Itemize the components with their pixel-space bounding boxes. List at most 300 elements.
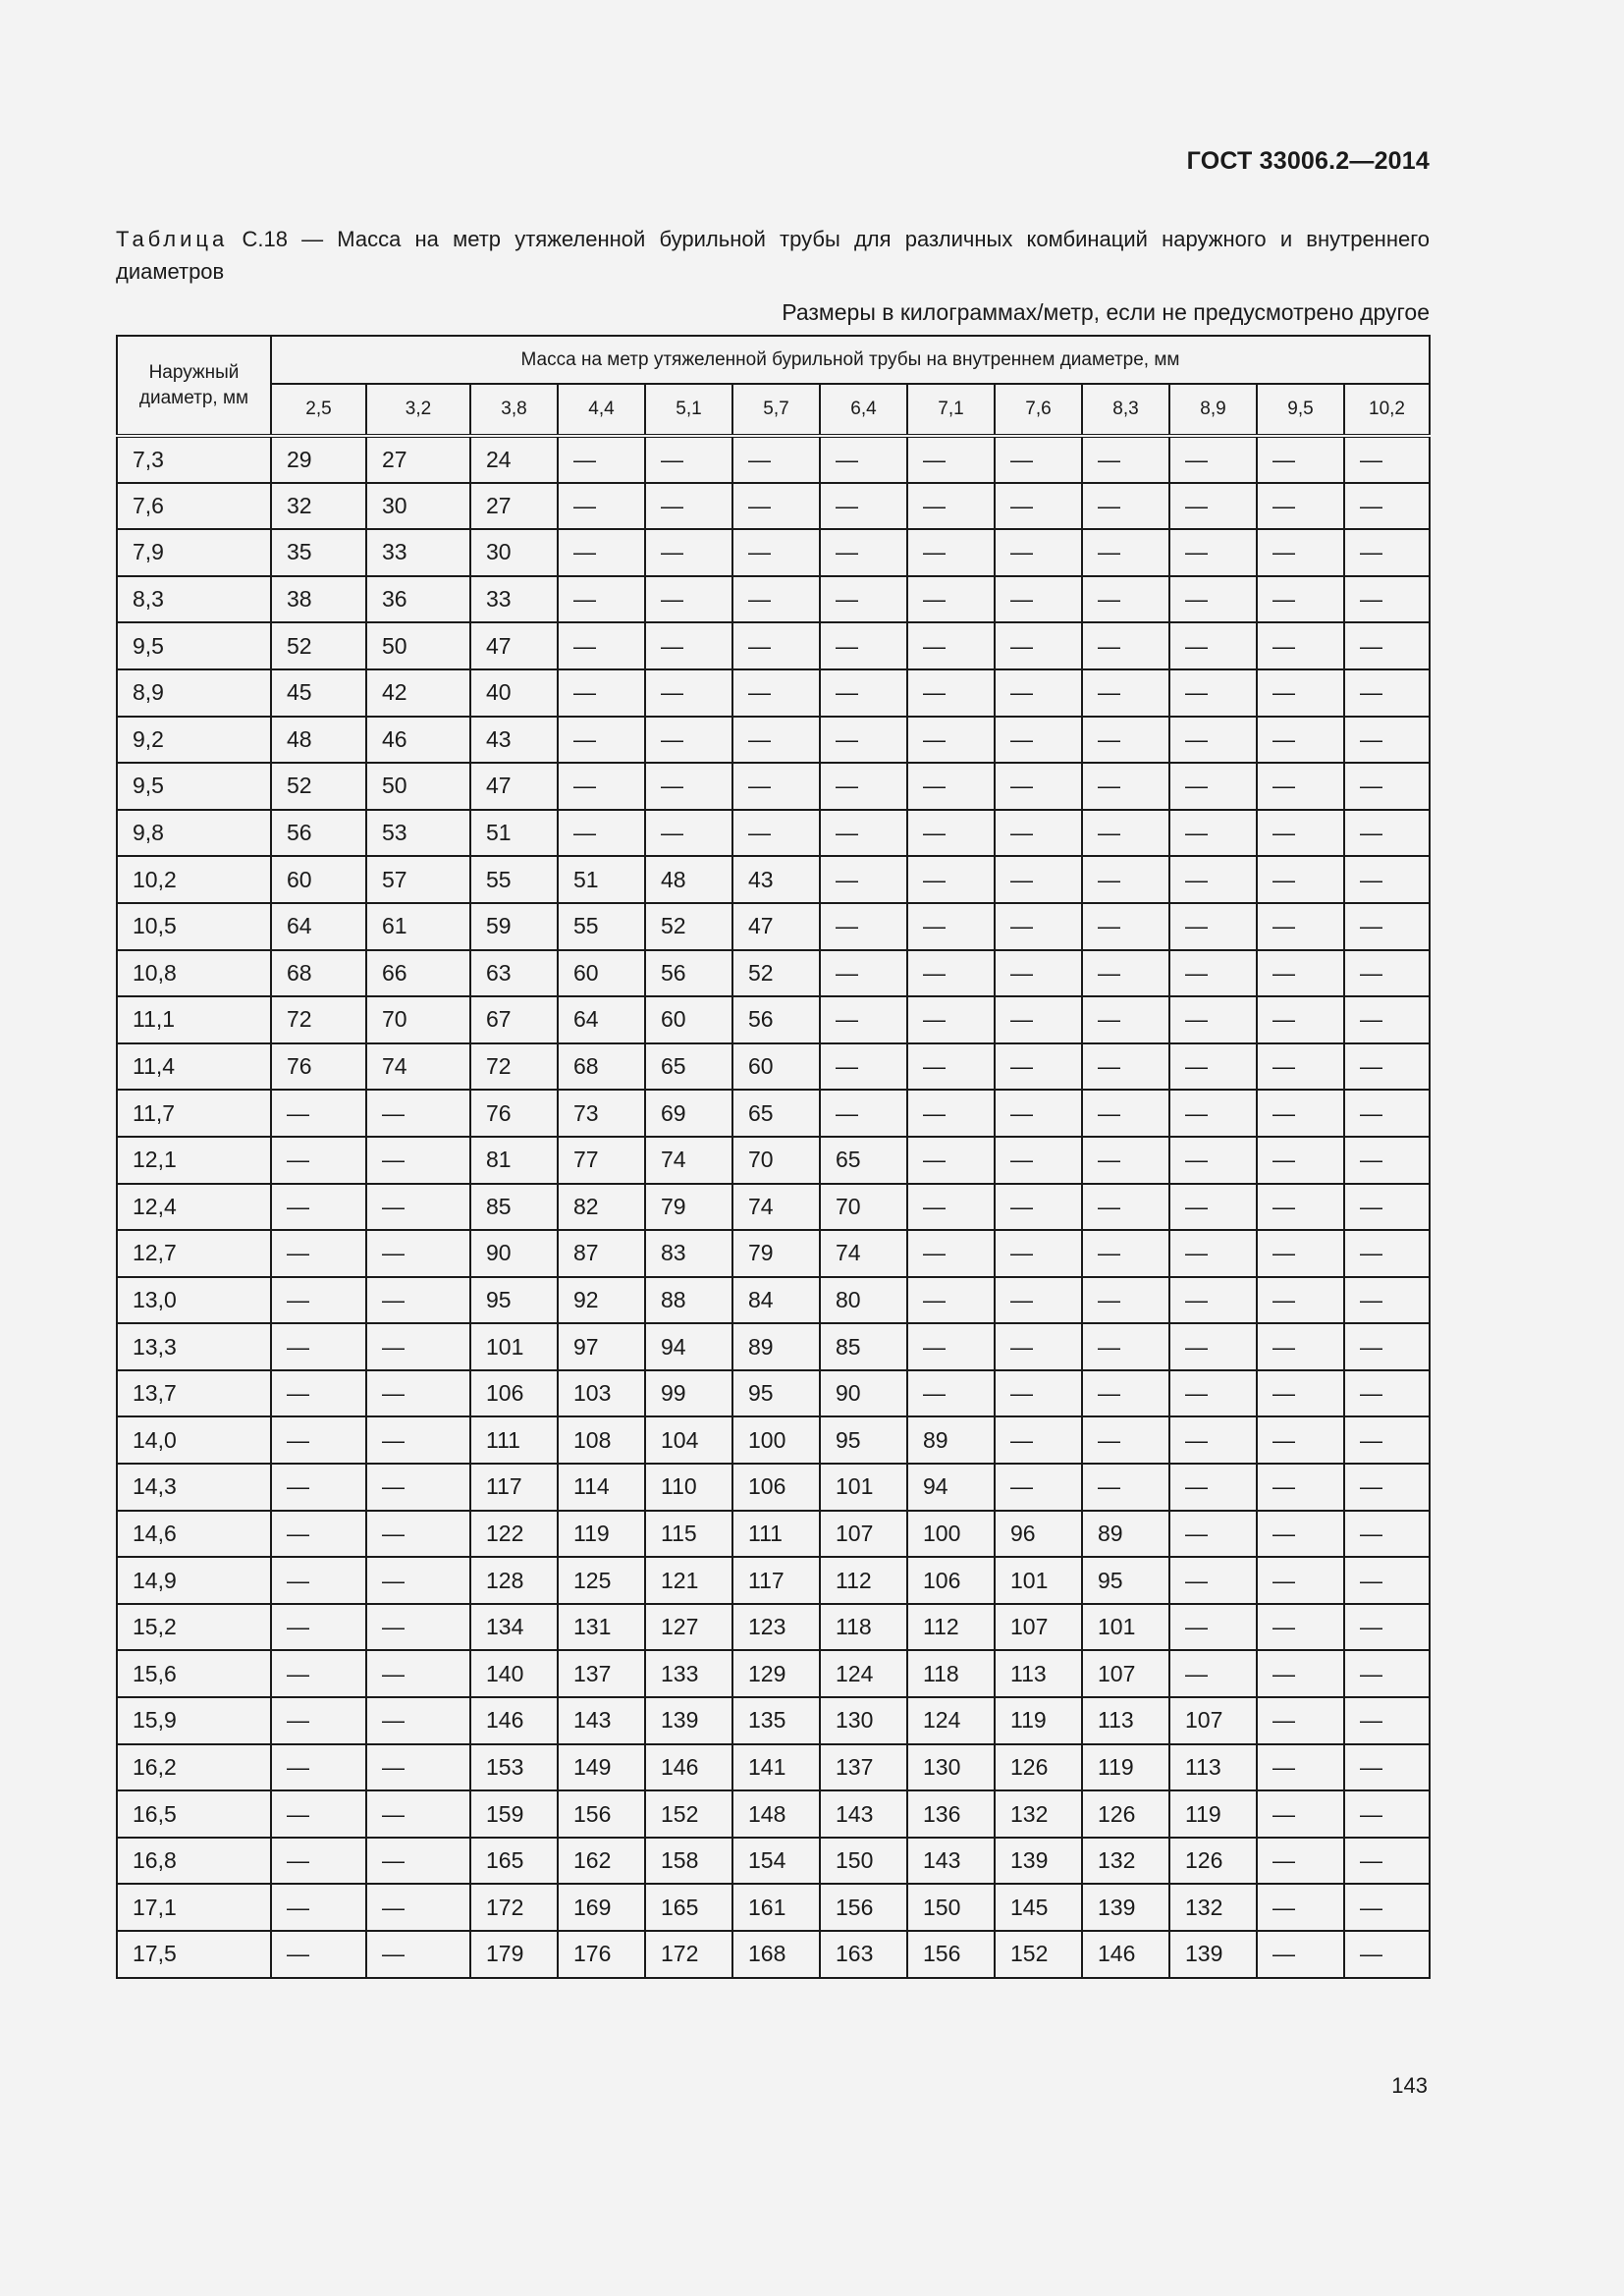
mass-cell: 113	[1082, 1697, 1169, 1744]
mass-cell: 124	[820, 1650, 907, 1697]
mass-cell: —	[1257, 903, 1344, 950]
mass-cell: 83	[645, 1230, 732, 1277]
mass-cell: —	[1082, 856, 1169, 903]
mass-cell: —	[1169, 903, 1257, 950]
outer-diameter-cell: 8,9	[117, 669, 271, 717]
mass-cell: 51	[470, 810, 558, 857]
mass-cell: —	[732, 622, 820, 669]
mass-cell: —	[366, 1511, 470, 1558]
mass-cell: 56	[271, 810, 366, 857]
mass-cell: —	[271, 1838, 366, 1885]
outer-diameter-cell: 15,9	[117, 1697, 271, 1744]
mass-cell: —	[907, 1090, 995, 1137]
document-code: ГОСТ 33006.2—2014	[1186, 147, 1430, 175]
mass-cell: 52	[732, 950, 820, 997]
mass-cell: 154	[732, 1838, 820, 1885]
outer-diameter-cell: 15,6	[117, 1650, 271, 1697]
inner-diameter-header: 10,2	[1344, 384, 1430, 436]
mass-cell: —	[558, 576, 645, 623]
outer-diameter-cell: 10,5	[117, 903, 271, 950]
mass-cell: 88	[645, 1277, 732, 1324]
mass-cell: 106	[470, 1370, 558, 1417]
mass-cell: 94	[907, 1464, 995, 1511]
mass-cell: 132	[1169, 1884, 1257, 1931]
outer-diameter-cell: 7,9	[117, 529, 271, 576]
mass-cell: —	[645, 810, 732, 857]
mass-cell: —	[1344, 483, 1430, 530]
mass-cell: —	[1169, 996, 1257, 1043]
mass-cell: —	[1257, 1884, 1344, 1931]
outer-diameter-cell: 14,9	[117, 1557, 271, 1604]
mass-cell: —	[1082, 436, 1169, 483]
outer-diameter-cell: 15,2	[117, 1604, 271, 1651]
mass-cell: —	[1169, 1043, 1257, 1091]
mass-cell: —	[732, 576, 820, 623]
mass-cell: —	[366, 1884, 470, 1931]
mass-cell: —	[1082, 1090, 1169, 1137]
mass-cell: —	[271, 1744, 366, 1791]
mass-cell: 179	[470, 1931, 558, 1978]
mass-cell: 107	[995, 1604, 1082, 1651]
mass-cell: —	[558, 622, 645, 669]
mass-cell: —	[1344, 1323, 1430, 1370]
mass-cell: —	[1344, 1790, 1430, 1838]
mass-cell: 165	[645, 1884, 732, 1931]
mass-cell: —	[995, 856, 1082, 903]
mass-cell: 68	[271, 950, 366, 997]
mass-cell: 161	[732, 1884, 820, 1931]
mass-cell: —	[1344, 576, 1430, 623]
mass-cell: 153	[470, 1744, 558, 1791]
outer-diameter-header: Наружный диаметр, мм	[117, 336, 271, 436]
table-caption-text: С.18 — Масса на метр утяжеленной бурильной трубы для различных комбинаций наружного и внутреннего диаметров	[116, 227, 1430, 284]
mass-cell: —	[995, 622, 1082, 669]
mass-cell: —	[732, 810, 820, 857]
table-caption-label: Таблица	[116, 227, 229, 251]
table-row	[117, 810, 1430, 857]
mass-cell: 118	[820, 1604, 907, 1651]
table-row	[117, 529, 1430, 576]
mass-cell: —	[820, 717, 907, 764]
outer-diameter-cell: 16,8	[117, 1838, 271, 1885]
mass-cell: 90	[820, 1370, 907, 1417]
mass-cell: —	[995, 1323, 1082, 1370]
table-row	[117, 1230, 1430, 1277]
mass-cell: 143	[907, 1838, 995, 1885]
mass-cell: 85	[470, 1184, 558, 1231]
mass-cell: 119	[558, 1511, 645, 1558]
outer-diameter-cell: 9,8	[117, 810, 271, 857]
mass-cell: —	[1169, 950, 1257, 997]
mass-cell: —	[820, 950, 907, 997]
mass-cell: —	[1257, 1277, 1344, 1324]
mass-cell: 79	[732, 1230, 820, 1277]
mass-cell: 119	[1169, 1790, 1257, 1838]
mass-cell: 119	[995, 1697, 1082, 1744]
mass-cell: 66	[366, 950, 470, 997]
mass-cell: 68	[558, 1043, 645, 1091]
mass-cell: 118	[907, 1650, 995, 1697]
mass-cell: —	[1169, 576, 1257, 623]
mass-cell: 30	[470, 529, 558, 576]
inner-diameter-header: 8,9	[1169, 384, 1257, 436]
mass-cell: —	[366, 1323, 470, 1370]
table-row	[117, 1697, 1430, 1744]
mass-cell: —	[820, 483, 907, 530]
mass-cell: —	[1082, 763, 1169, 810]
mass-cell: —	[1169, 1137, 1257, 1184]
mass-cell: 84	[732, 1277, 820, 1324]
mass-cell: —	[1257, 1370, 1344, 1417]
mass-cell: 80	[820, 1277, 907, 1324]
mass-cell: 132	[1082, 1838, 1169, 1885]
table-row	[117, 717, 1430, 764]
outer-diameter-cell: 9,5	[117, 763, 271, 810]
mass-cell: —	[1169, 436, 1257, 483]
mass-cell: —	[1257, 1511, 1344, 1558]
mass-cell: 139	[645, 1697, 732, 1744]
mass-cell: 121	[645, 1557, 732, 1604]
mass-cell: 33	[470, 576, 558, 623]
mass-cell: —	[1082, 1043, 1169, 1091]
mass-cell: 36	[366, 576, 470, 623]
mass-cell: 125	[558, 1557, 645, 1604]
inner-diameter-header: 7,6	[995, 384, 1082, 436]
outer-diameter-cell: 13,3	[117, 1323, 271, 1370]
mass-cell: —	[1344, 763, 1430, 810]
inner-diameter-header: 5,7	[732, 384, 820, 436]
outer-diameter-cell: 9,2	[117, 717, 271, 764]
table-row	[117, 483, 1430, 530]
mass-cell: 143	[558, 1697, 645, 1744]
mass-cell: 60	[558, 950, 645, 997]
mass-cell: —	[271, 1884, 366, 1931]
mass-cell: 79	[645, 1184, 732, 1231]
table-row	[117, 950, 1430, 997]
mass-cell: 94	[645, 1323, 732, 1370]
mass-cell: 47	[470, 763, 558, 810]
mass-cell: —	[1344, 1838, 1430, 1885]
table-row	[117, 1090, 1430, 1137]
mass-cell: —	[995, 1277, 1082, 1324]
mass-cell: —	[1344, 1090, 1430, 1137]
mass-cell: —	[366, 1277, 470, 1324]
mass-cell: —	[732, 669, 820, 717]
mass-cell: 156	[820, 1884, 907, 1931]
mass-cell: —	[366, 1090, 470, 1137]
mass-cell: 100	[732, 1416, 820, 1464]
outer-diameter-cell: 7,6	[117, 483, 271, 530]
table-row	[117, 1604, 1430, 1651]
mass-cell: 48	[271, 717, 366, 764]
mass-cell: —	[907, 763, 995, 810]
table-row	[117, 1043, 1430, 1091]
mass-cell: 55	[558, 903, 645, 950]
mass-cell: —	[366, 1838, 470, 1885]
mass-cell: 172	[470, 1884, 558, 1931]
mass-cell: 131	[558, 1604, 645, 1651]
mass-cell: 162	[558, 1838, 645, 1885]
mass-cell: —	[271, 1557, 366, 1604]
mass-cell: —	[1082, 622, 1169, 669]
outer-diameter-cell: 12,4	[117, 1184, 271, 1231]
mass-cell: —	[1344, 1604, 1430, 1651]
mass-cell: —	[366, 1697, 470, 1744]
mass-cell: —	[995, 1464, 1082, 1511]
mass-cell: 64	[271, 903, 366, 950]
mass-cell: 38	[271, 576, 366, 623]
mass-cell: —	[366, 1416, 470, 1464]
mass-cell: —	[1257, 483, 1344, 530]
mass-cell: 114	[558, 1464, 645, 1511]
mass-cell: 130	[820, 1697, 907, 1744]
mass-cell: 128	[470, 1557, 558, 1604]
mass-cell: —	[995, 1230, 1082, 1277]
mass-cell: —	[820, 436, 907, 483]
mass-cell: —	[995, 669, 1082, 717]
mass-cell: 45	[271, 669, 366, 717]
mass-cell: 152	[995, 1931, 1082, 1978]
inner-diameter-header-row	[117, 384, 1430, 436]
mass-cell: —	[732, 717, 820, 764]
mass-cell: —	[995, 1370, 1082, 1417]
outer-diameter-cell: 11,4	[117, 1043, 271, 1091]
mass-cell: 70	[732, 1137, 820, 1184]
mass-cell: 103	[558, 1370, 645, 1417]
mass-cell: 113	[1169, 1744, 1257, 1791]
mass-cell: —	[1344, 1230, 1430, 1277]
mass-cell: —	[1344, 1416, 1430, 1464]
mass-cell: —	[1344, 996, 1430, 1043]
mass-cell: —	[1344, 1043, 1430, 1091]
mass-cell: —	[366, 1650, 470, 1697]
mass-cell: 56	[732, 996, 820, 1043]
mass-cell: 104	[645, 1416, 732, 1464]
mass-cell: —	[820, 622, 907, 669]
mass-cell: 150	[907, 1884, 995, 1931]
mass-cell: —	[366, 1604, 470, 1651]
table-row	[117, 763, 1430, 810]
mass-cell: 74	[645, 1137, 732, 1184]
mass-cell: —	[1344, 1511, 1430, 1558]
mass-cell: —	[1169, 810, 1257, 857]
mass-cell: —	[1257, 1184, 1344, 1231]
mass-cell: —	[366, 1464, 470, 1511]
mass-cell: —	[820, 529, 907, 576]
mass-cell: —	[558, 810, 645, 857]
mass-cell: —	[1257, 1043, 1344, 1091]
mass-cell: —	[1169, 1511, 1257, 1558]
mass-cell: 47	[732, 903, 820, 950]
mass-cell: —	[1257, 950, 1344, 997]
mass-cell: —	[1082, 669, 1169, 717]
mass-cell: —	[995, 903, 1082, 950]
mass-cell: 92	[558, 1277, 645, 1324]
outer-diameter-cell: 11,1	[117, 996, 271, 1043]
mass-cell: 132	[995, 1790, 1082, 1838]
mass-cell: —	[820, 996, 907, 1043]
mass-cell: —	[1082, 810, 1169, 857]
mass-cell: 119	[1082, 1744, 1169, 1791]
mass-table	[116, 335, 1431, 1979]
mass-cell: —	[907, 669, 995, 717]
mass-cell: 152	[645, 1790, 732, 1838]
mass-cell: —	[1257, 436, 1344, 483]
mass-cell: —	[1169, 1604, 1257, 1651]
mass-cell: 87	[558, 1230, 645, 1277]
mass-cell: —	[995, 436, 1082, 483]
mass-cell: —	[820, 763, 907, 810]
mass-cell: —	[820, 903, 907, 950]
mass-cell: —	[558, 436, 645, 483]
mass-cell: 123	[732, 1604, 820, 1651]
mass-cell: —	[1344, 856, 1430, 903]
mass-cell: —	[1344, 529, 1430, 576]
mass-cell: 63	[470, 950, 558, 997]
mass-cell: —	[271, 1277, 366, 1324]
mass-cell: —	[995, 529, 1082, 576]
mass-cell: 96	[995, 1511, 1082, 1558]
mass-cell: —	[271, 1650, 366, 1697]
mass-cell: —	[1344, 810, 1430, 857]
mass-cell: 74	[366, 1043, 470, 1091]
mass-group-header: Масса на метр утяжеленной бурильной трубы на внутреннем диаметре, мм	[271, 336, 1430, 384]
mass-cell: —	[1344, 1277, 1430, 1324]
outer-diameter-cell: 14,0	[117, 1416, 271, 1464]
mass-cell: —	[1169, 669, 1257, 717]
mass-cell: —	[645, 436, 732, 483]
table-row	[117, 1557, 1430, 1604]
mass-cell: 158	[645, 1838, 732, 1885]
table-row	[117, 1511, 1430, 1558]
mass-cell: —	[820, 1090, 907, 1137]
table-row	[117, 996, 1430, 1043]
mass-cell: —	[1344, 717, 1430, 764]
mass-cell: —	[1257, 810, 1344, 857]
table-row	[117, 576, 1430, 623]
mass-cell: 122	[470, 1511, 558, 1558]
outer-diameter-cell: 16,5	[117, 1790, 271, 1838]
mass-cell: 145	[995, 1884, 1082, 1931]
outer-diameter-cell: 7,3	[117, 436, 271, 483]
mass-cell: 159	[470, 1790, 558, 1838]
mass-cell: —	[1169, 1184, 1257, 1231]
mass-cell: —	[732, 483, 820, 530]
mass-cell: 113	[995, 1650, 1082, 1697]
mass-cell: 111	[732, 1511, 820, 1558]
mass-cell: —	[820, 810, 907, 857]
mass-cell: 32	[271, 483, 366, 530]
mass-cell: 101	[995, 1557, 1082, 1604]
mass-cell: —	[1257, 1090, 1344, 1137]
mass-cell: 148	[732, 1790, 820, 1838]
mass-cell: 82	[558, 1184, 645, 1231]
mass-cell: 50	[366, 763, 470, 810]
mass-cell: —	[366, 1744, 470, 1791]
mass-cell: —	[645, 529, 732, 576]
outer-diameter-cell: 10,2	[117, 856, 271, 903]
mass-cell: —	[907, 1184, 995, 1231]
mass-cell: —	[271, 1697, 366, 1744]
table-row	[117, 1184, 1430, 1231]
mass-cell: 76	[470, 1090, 558, 1137]
mass-cell: —	[820, 856, 907, 903]
mass-cell: —	[907, 576, 995, 623]
mass-cell: —	[366, 1790, 470, 1838]
mass-cell: 27	[366, 436, 470, 483]
mass-cell: 74	[732, 1184, 820, 1231]
mass-cell: 110	[645, 1464, 732, 1511]
mass-cell: 65	[732, 1090, 820, 1137]
mass-cell: —	[907, 950, 995, 997]
mass-cell: 124	[907, 1697, 995, 1744]
mass-cell: 100	[907, 1511, 995, 1558]
mass-cell: 35	[271, 529, 366, 576]
mass-cell: —	[1169, 483, 1257, 530]
mass-cell: —	[907, 810, 995, 857]
mass-cell: —	[1082, 1230, 1169, 1277]
table-row	[117, 1790, 1430, 1838]
mass-cell: —	[1257, 1650, 1344, 1697]
units-note: Размеры в килограммах/метр, если не предусмотрено другое	[782, 299, 1430, 325]
mass-cell: —	[1344, 1931, 1430, 1978]
mass-cell: —	[907, 717, 995, 764]
mass-cell: 73	[558, 1090, 645, 1137]
mass-cell: —	[995, 810, 1082, 857]
mass-cell: —	[995, 763, 1082, 810]
mass-cell: —	[1257, 1323, 1344, 1370]
mass-cell: —	[1169, 1090, 1257, 1137]
mass-cell: —	[271, 1230, 366, 1277]
outer-diameter-cell: 11,7	[117, 1090, 271, 1137]
mass-cell: —	[271, 1931, 366, 1978]
mass-cell: —	[1257, 1557, 1344, 1604]
mass-cell: —	[907, 1370, 995, 1417]
inner-diameter-header: 6,4	[820, 384, 907, 436]
mass-cell: 143	[820, 1790, 907, 1838]
mass-cell: —	[1169, 1230, 1257, 1277]
mass-cell: —	[907, 1137, 995, 1184]
mass-cell: —	[271, 1090, 366, 1137]
mass-cell: 65	[645, 1043, 732, 1091]
mass-cell: 85	[820, 1323, 907, 1370]
mass-cell: —	[1082, 717, 1169, 764]
mass-cell: 107	[1082, 1650, 1169, 1697]
mass-cell: 90	[470, 1230, 558, 1277]
table-body	[117, 436, 1430, 1978]
mass-cell: 95	[470, 1277, 558, 1324]
mass-cell: —	[366, 1137, 470, 1184]
mass-cell: —	[1344, 1464, 1430, 1511]
outer-diameter-cell: 9,5	[117, 622, 271, 669]
mass-cell: —	[907, 996, 995, 1043]
mass-cell: —	[1082, 529, 1169, 576]
mass-cell: 134	[470, 1604, 558, 1651]
mass-cell: —	[1257, 717, 1344, 764]
mass-cell: 60	[271, 856, 366, 903]
table-row	[117, 1370, 1430, 1417]
mass-cell: 56	[645, 950, 732, 997]
mass-cell: —	[1344, 436, 1430, 483]
mass-cell: —	[1082, 576, 1169, 623]
mass-cell: —	[1082, 950, 1169, 997]
mass-cell: 106	[732, 1464, 820, 1511]
mass-cell: 76	[271, 1043, 366, 1091]
mass-cell: 107	[820, 1511, 907, 1558]
mass-cell: —	[1344, 1650, 1430, 1697]
mass-cell: 72	[271, 996, 366, 1043]
mass-cell: —	[558, 529, 645, 576]
